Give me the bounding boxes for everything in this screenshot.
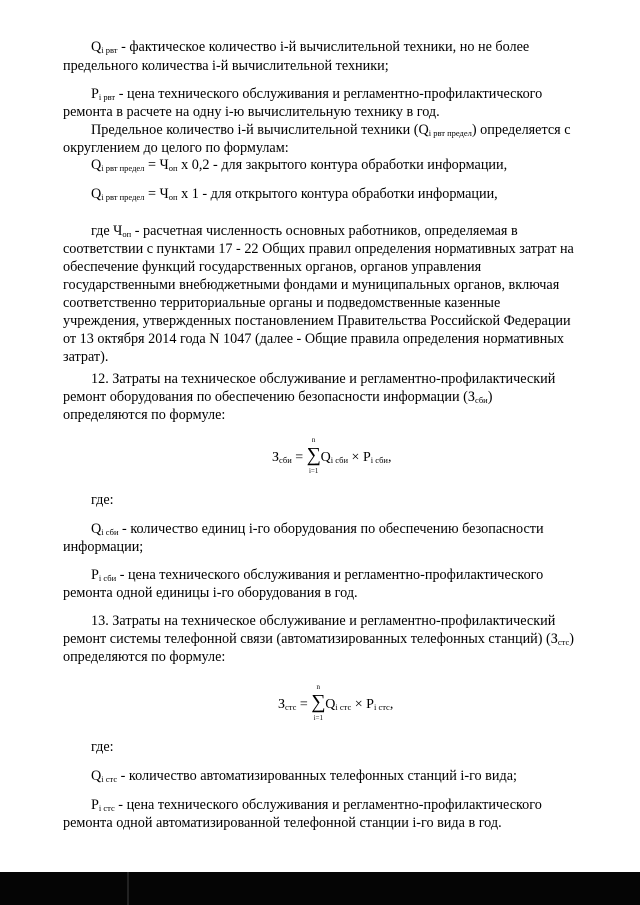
item13-line1: 13. Затраты на техническое обслуживание и регламентно-профилактический	[91, 613, 556, 629]
scan-bottom-bar	[0, 872, 640, 905]
item12-p-def-line2: ремонта одной единицы i-го оборудования в год.	[63, 585, 358, 601]
item13-line3: определяются по формуле:	[63, 649, 226, 665]
formula-sbi: $З_{сби}$ = n ∑ i=1 $Q_{i сби} \times P_{i сби}$,	[272, 436, 392, 475]
item12-line1: 12. Затраты на техническое обслуживание и регламентно-профилактический	[91, 371, 556, 387]
p-rvt-def-line1: $P_{i рвт}$ - цена технического обслуживания и регламентно-профилактического	[91, 86, 543, 102]
item13-p-def-line2: ремонта одной автоматизированной телефонной станции i-го вида в год.	[63, 815, 502, 831]
item12-q-def-line2: информации;	[63, 539, 144, 555]
sum-symbol: n ∑ i=1	[311, 683, 326, 722]
item12-where: где:	[91, 492, 114, 508]
item13-q-def-line1: $Q_{i стс}$ - количество автоматизированных телефонных станций i-го вида;	[91, 768, 517, 784]
item13-where: где:	[91, 739, 114, 755]
q-rvt-def-line1: $Q_{i рвт}$ - фактическое количество i-й вычислительной техники, но не более	[91, 39, 530, 55]
limit-line1: Предельное количество i-й вычислительной техники $(Q_{i рвт предел})$ определяется с	[91, 122, 571, 138]
chop-def-line: соответственно территориальные органы и подведомственные казенные	[63, 295, 501, 311]
chop-def-line: учреждения, утвержденных постановлением Правительства Российской Федерации	[63, 313, 571, 329]
item12-line2: ремонт оборудования по обеспечению безопасности информации $(З_{сби})$	[63, 389, 493, 405]
item13-line2: ремонт системы телефонной связи (автоматизированных телефонных станций) $(З_{стс})$	[63, 631, 574, 647]
item12-p-def-line1: $P_{i сби}$ - цена технического обслуживания и регламентно-профилактического	[91, 567, 544, 583]
chop-def-line: от 13 октября 2014 года N 1047 (далее - Общие правила определения нормативных	[63, 331, 564, 347]
chop-def-line: соответствии с пунктами 17 - 22 Общих правил определения нормативных затрат на	[63, 241, 574, 257]
chop-def-line1: где $Ч_{оп}$ - расчетная численность основных работников, определяемая в	[91, 223, 518, 239]
chop-def-line: государственными внебюджетными фондами и муниципальных органов, включая	[63, 277, 560, 293]
formula-open-contour: $Q_{i рвт предел} = Ч_{оп}$ х 1 - для открытого контура обработки информации,	[91, 186, 498, 202]
formula-closed-contour: $Q_{i рвт предел} = Ч_{оп}$ х 0,2 - для закрытого контура обработки информации,	[91, 157, 508, 173]
item12-line3: определяются по формуле:	[63, 407, 226, 423]
sum-symbol: n ∑ i=1	[306, 436, 321, 475]
q-rvt-def-line2: предельного количества i-й вычислительной техники;	[63, 58, 389, 74]
item12-q-def-line1: $Q_{i сби}$ - количество единиц i-го оборудования по обеспечению безопасности	[91, 521, 544, 537]
scan-bar-notch	[127, 872, 129, 905]
chop-def-line: затрат).	[63, 349, 109, 365]
formula-sts: $З_{стс}$ = n ∑ i=1 $Q_{i стс} \times P_{i стс}$,	[278, 683, 394, 722]
p-rvt-def-line2: ремонта в расчете на одну i-ю вычислительную технику в год.	[63, 104, 440, 120]
item13-p-def-line1: $P_{i стс}$ - цена технического обслуживания и регламентно-профилактического	[91, 797, 542, 813]
limit-line2: округлением до целого по формулам:	[63, 140, 289, 156]
chop-def-line: обеспечение функций государственных органов, органов управления	[63, 259, 482, 275]
